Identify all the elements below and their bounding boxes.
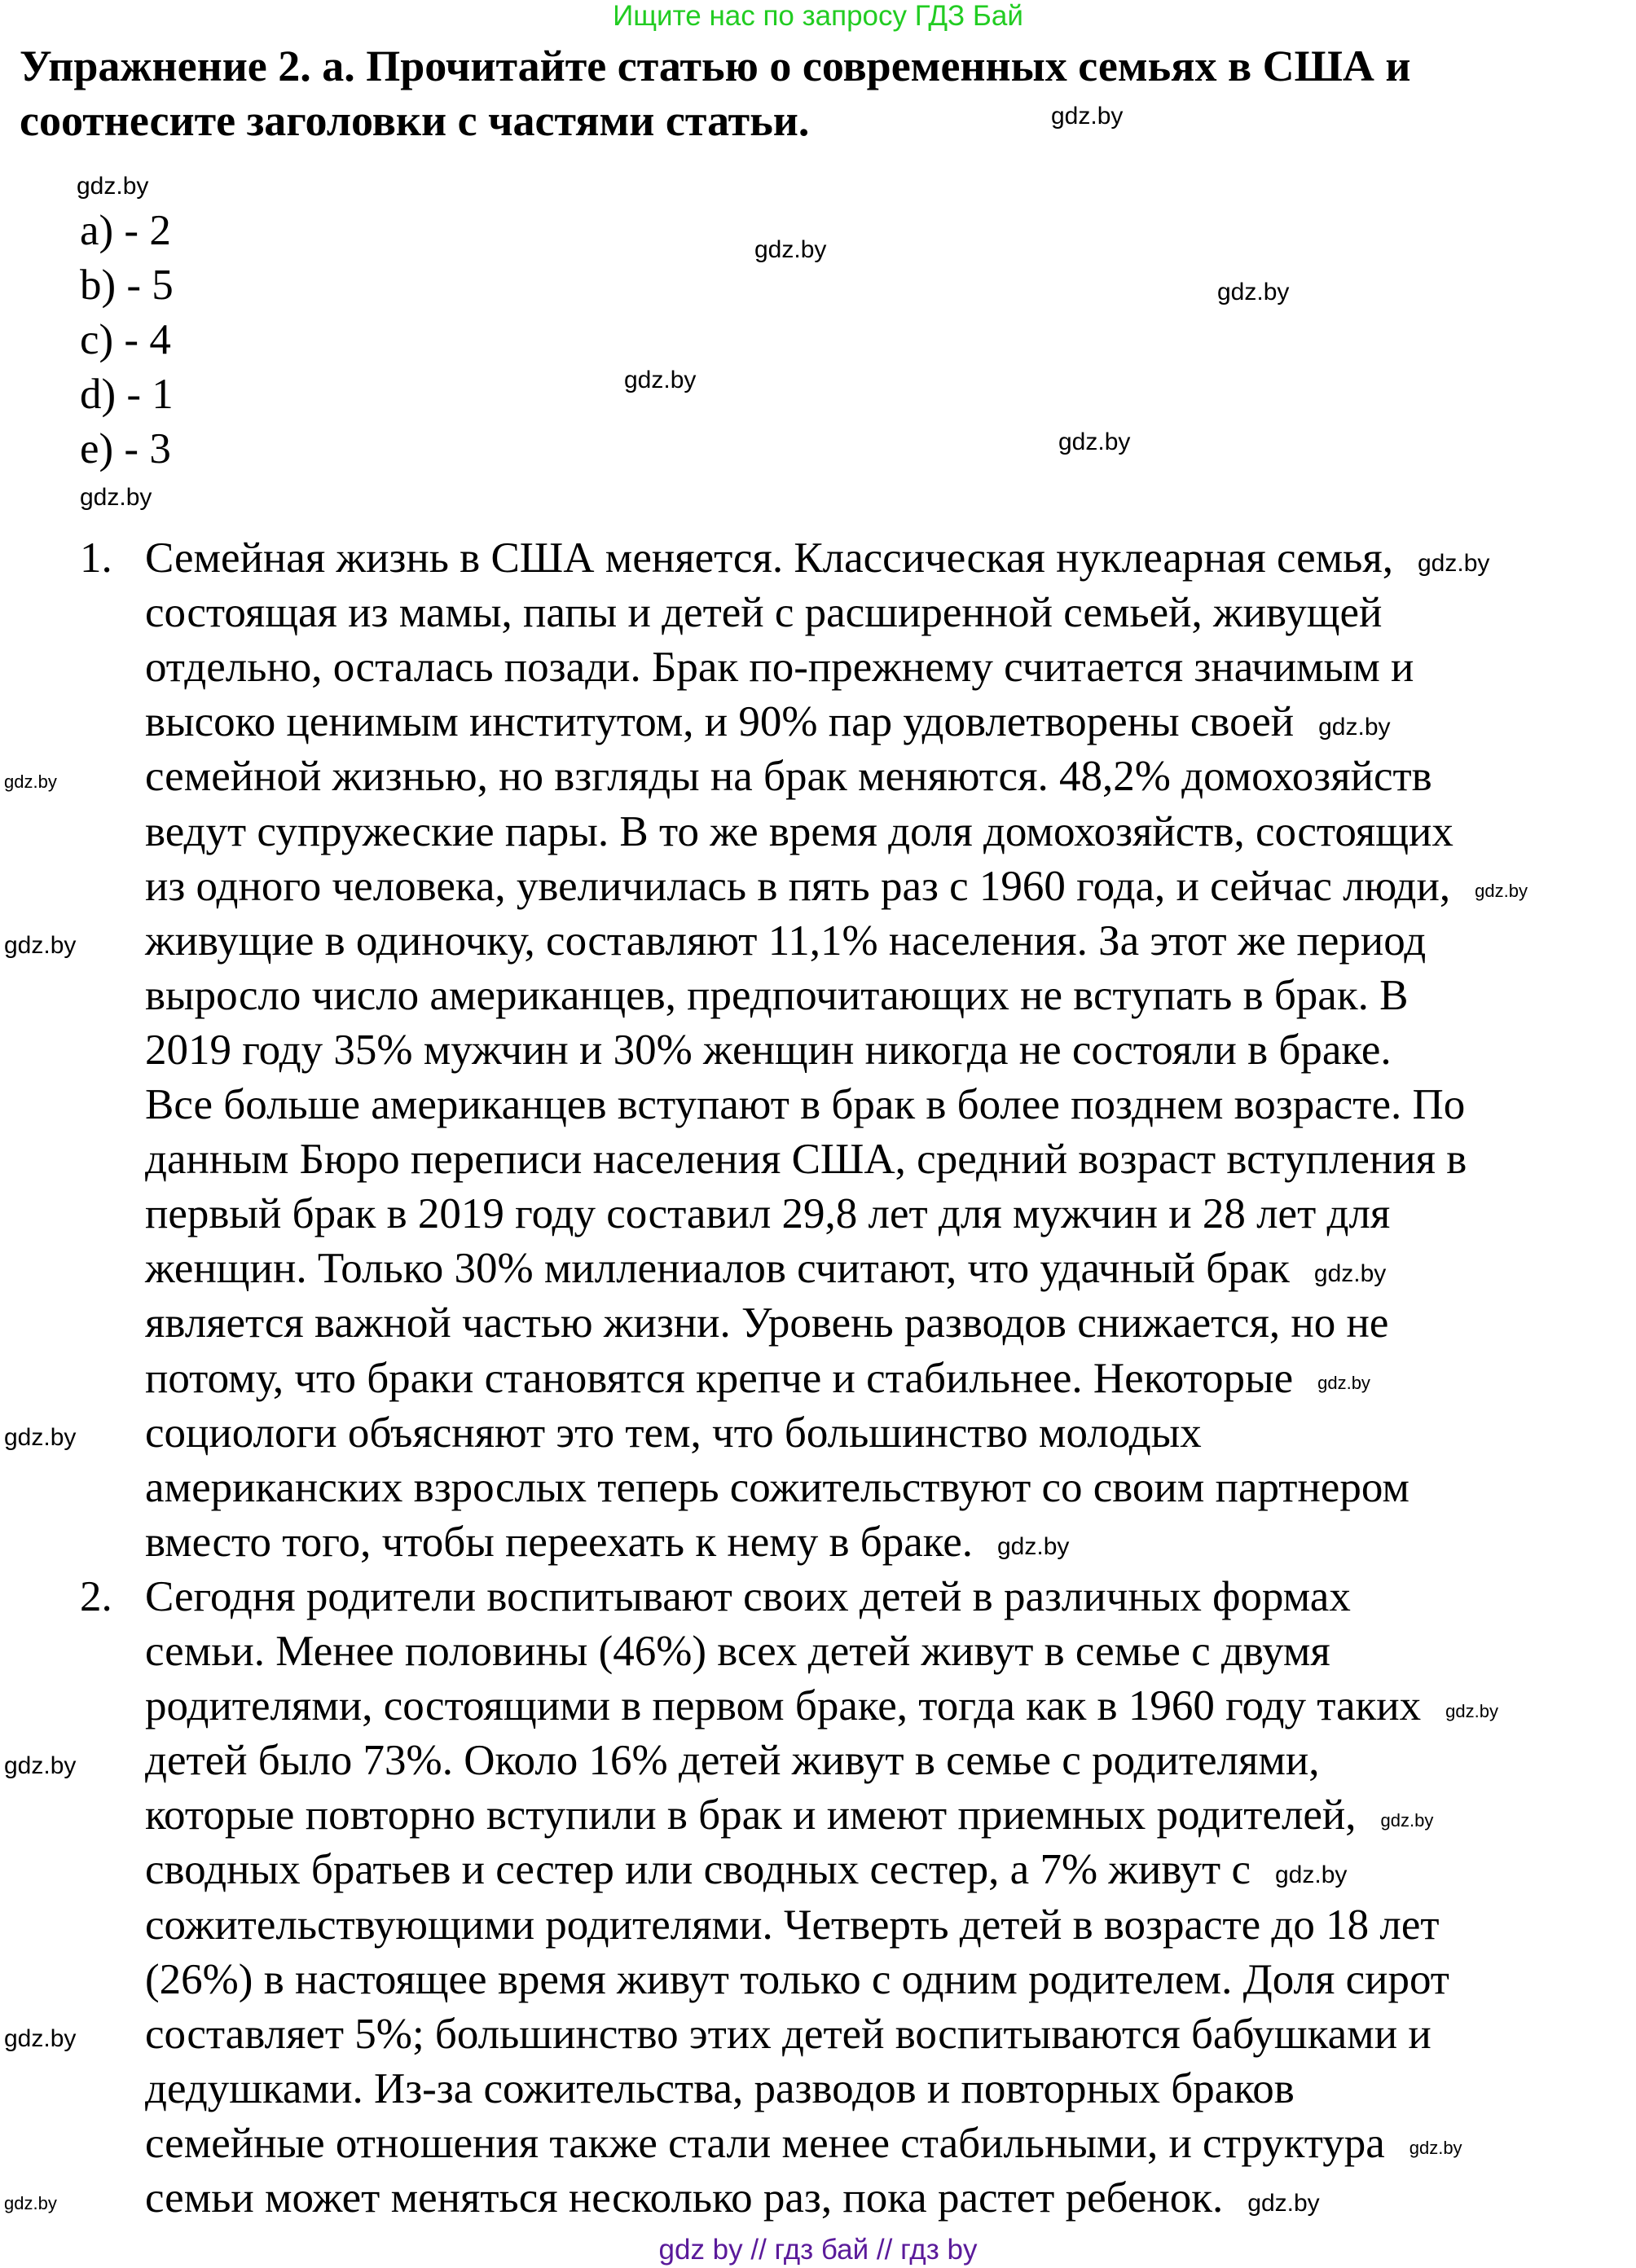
exercise-title (20, 39, 1411, 148)
paragraph-line: ведут супружеские пары. В то же время доля домохозяйств, состоящих (145, 807, 1453, 855)
answer-item: c) - 4 (80, 316, 171, 363)
watermark: gdz.by (4, 1752, 77, 1779)
watermark: gdz.by (4, 932, 77, 960)
paragraph-line: семейные отношения также стали менее стабильными, и структура (145, 2119, 1385, 2167)
watermark: gdz.by (1317, 1373, 1370, 1393)
paragraph-line: потому, что браки становятся крепче и стабильнее. Некоторые (145, 1354, 1294, 1402)
paragraph-line: сожительствующими родителями. Четверть детей в возрасте до 18 лет (145, 1901, 1440, 1949)
paragraph-line: американских взрослых теперь сожительствуют со своим партнером (145, 1463, 1410, 1511)
paragraph-line: данным Бюро переписи населения США, средний возраст вступления в (145, 1136, 1467, 1184)
paragraph-line: отдельно, осталась позади. Брак по-прежнему считается значимым и (145, 644, 1414, 692)
watermark: gdz.by (1247, 2189, 1320, 2217)
paragraph-line: сводных братьев и сестер или сводных сестер, а 7% живут с (145, 1846, 1251, 1894)
footer-links: gdz by // гдз бай // гдз by (658, 2234, 978, 2266)
paragraph-line: (26%) в настоящее время живут только с одним родителем. Доля сирот (145, 1955, 1449, 2003)
watermark: gdz.by (754, 236, 827, 263)
paragraph-line: семьи может меняться несколько раз, пока растет ребенок. (145, 2174, 1224, 2222)
search-banner: Ищите нас по запросу ГДЗ Бай (613, 0, 1023, 32)
paragraph-line: семейной жизнью, но взгляды на брак меняются. 48,2% домохозяйств (145, 753, 1432, 801)
title-line: соотнесите заголовки с частями статьи. (20, 96, 810, 145)
paragraph-line: которые повторно вступили в брак и имеют приемных родителей, (145, 1791, 1357, 1839)
paragraph-line: Все больше американцев вступают в брак в более позднем возрасте. По (145, 1081, 1466, 1128)
paragraph-line: детей было 73%. Около 16% детей живут в семье с родителями, (145, 1737, 1320, 1785)
watermark: gdz.by (624, 367, 697, 393)
paragraph-line: вместо того, чтобы переехать к нему в браке. (145, 1518, 973, 1566)
watermark: gdz.by (4, 2025, 77, 2053)
paragraph-line: социологи объясняют это тем, что большинство молодых (145, 1409, 1202, 1457)
watermark: gdz.by (1475, 881, 1528, 902)
paragraph-line: Семейная жизнь в США меняется. Классическая нуклеарная семья, (145, 534, 1393, 582)
paragraph-line: выросло число американцев, предпочитающих не вступать в брак. В (145, 971, 1409, 1019)
watermark: gdz.by (4, 1424, 77, 1452)
paragraph-line: родителями, состоящими в первом браке, тогда как в 1960 году таких (145, 1682, 1422, 1730)
watermark: gdz.by (1217, 279, 1290, 305)
paragraph-line: высоко ценимым институтом, и 90% пар удовлетворены своей (145, 698, 1295, 746)
watermark: gdz.by (1409, 2138, 1462, 2159)
paragraph-line: Сегодня родители воспитывают своих детей в различных формах (145, 1572, 1351, 1620)
watermark: gdz.by (77, 173, 149, 200)
answer-item: a) - 2 (80, 207, 171, 254)
item-number: 2. (80, 1572, 112, 1620)
paragraph-line: первый брак в 2019 году составил 29,8 лет для мужчин и 28 лет для (145, 1190, 1391, 1238)
watermark: gdz.by (1445, 1700, 1498, 1721)
watermark: gdz.by (80, 484, 152, 511)
watermark: gdz.by (1051, 103, 1124, 130)
answer-item: d) - 1 (80, 371, 174, 418)
watermark: gdz.by (1275, 1861, 1348, 1888)
watermark: gdz.by (1380, 1809, 1434, 1831)
watermark: gdz.by (1417, 549, 1490, 577)
paragraph-line: семьи. Менее половины (46%) всех детей живут в семье с двумя (145, 1628, 1330, 1675)
title-line: Упражнение 2. a. Прочитайте статью о современных семьях в США и (20, 42, 1411, 90)
paragraph-line: 2019 году 35% мужчин и 30% женщин никогда не состояли в браке. (145, 1026, 1392, 1074)
paragraph-line: женщин. Только 30% миллениалов считают, что удачный брак (145, 1245, 1290, 1293)
watermark: gdz.by (4, 771, 57, 792)
paragraph-line: из одного человека, увеличилась в пять раз с 1960 года, и сейчас люди, (145, 862, 1451, 910)
item-number: 1. (80, 534, 112, 582)
paragraph-line: состоящая из мамы, папы и детей с расширенной семьей, живущей (145, 589, 1383, 637)
watermark: gdz.by (4, 2192, 57, 2213)
answer-item: b) - 5 (80, 262, 174, 309)
watermark: gdz.by (1058, 429, 1131, 455)
paragraph-line: дедушками. Из-за сожительства, разводов и повторных браков (145, 2064, 1295, 2112)
paragraph-line: является важной частью жизни. Уровень разводов снижается, но не (145, 1299, 1389, 1347)
answer-item: e) - 3 (80, 425, 171, 472)
watermark: gdz.by (1313, 1259, 1387, 1287)
watermark: gdz.by (1318, 713, 1391, 741)
paragraph-line: составляет 5%; большинство этих детей воспитываются бабушками и (145, 2010, 1432, 2058)
watermark: gdz.by (996, 1533, 1070, 1561)
paragraph-line: живущие в одиночку, составляют 11,1% населения. За этот же период (145, 916, 1427, 965)
